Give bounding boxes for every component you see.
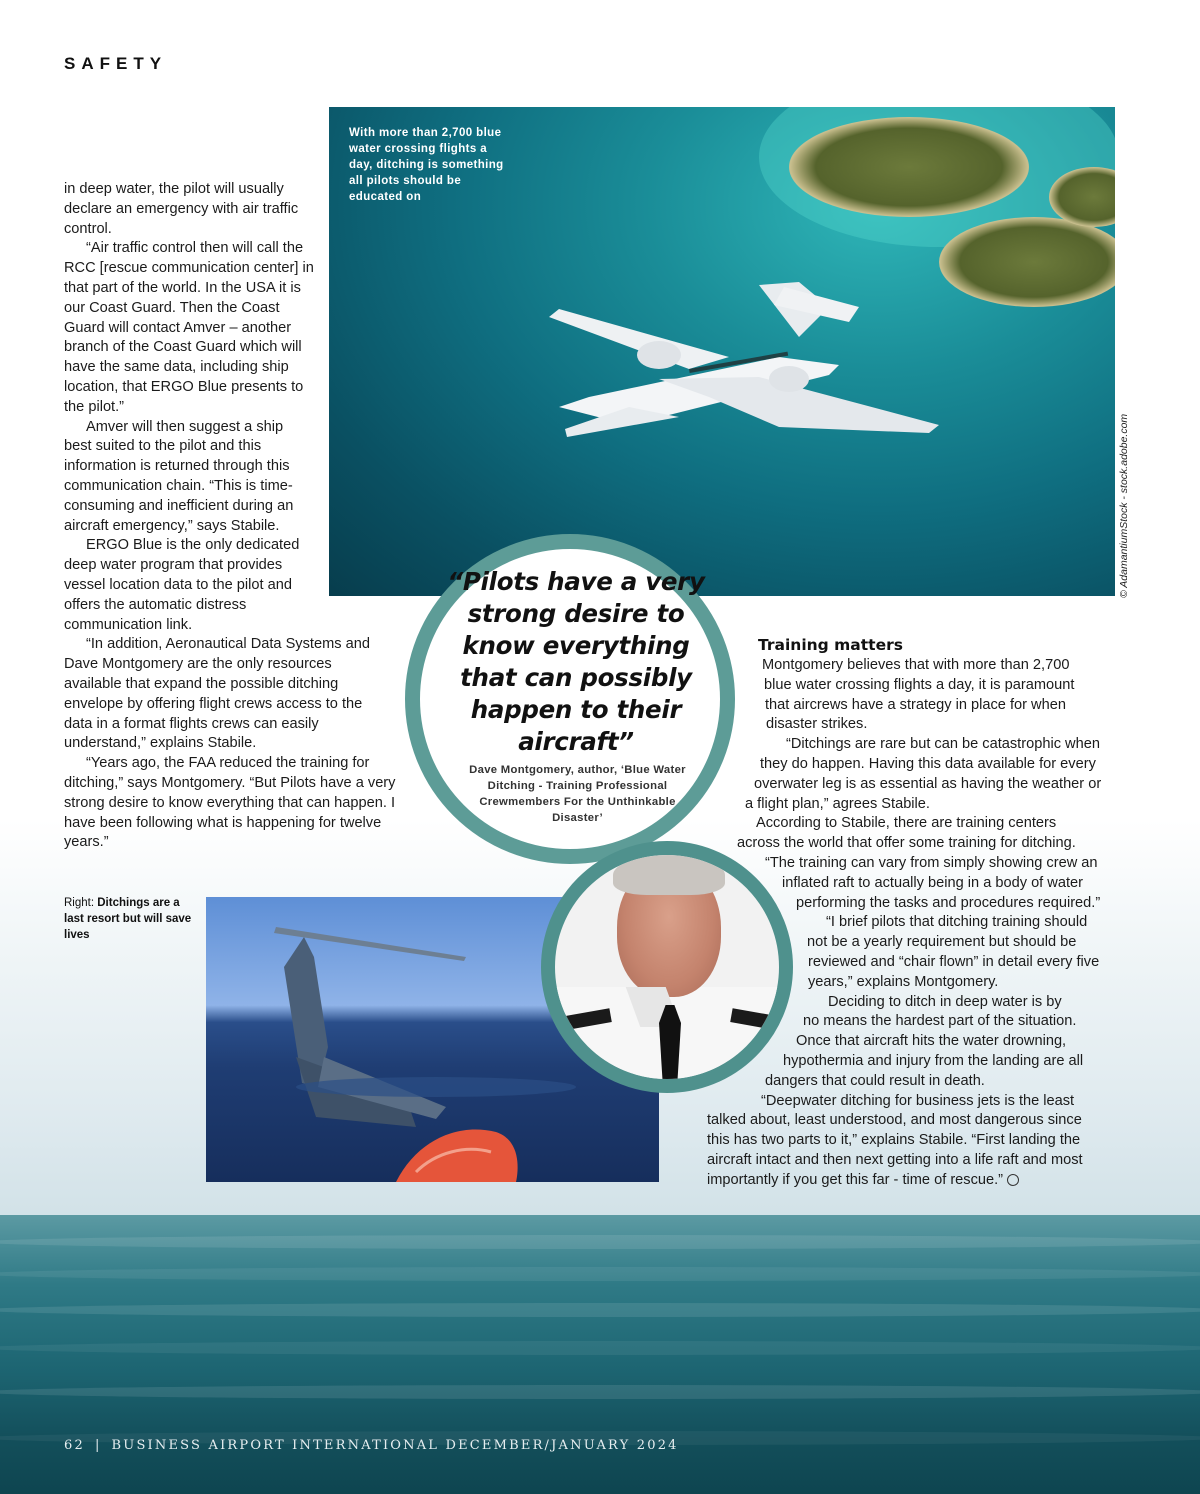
text-line: that aircrews have a strategy in place for when (765, 696, 1066, 713)
paragraph: “In addition, Aeronautical Data Systems and Dave Montgomery are the only resources available that expand the possible ditching envelope by offering flight crews access to the data in a format flights crews can easily understand,” explains Stabile. (64, 636, 370, 752)
photo-caption: With more than 2,700 blue water crossing flights a day, ditching is something all pilots should be educated on (349, 127, 504, 203)
text-line: inflated raft to actually being in a body of water (782, 874, 1083, 891)
photo-caption-lower (64, 895, 194, 943)
text-line: Deciding to ditch in deep water is by (828, 993, 1062, 1010)
text-line: overwater leg is as essential as having the weather or (754, 775, 1102, 792)
text-line: they do happen. Having this data available for every (760, 755, 1096, 772)
page-footer (64, 1438, 679, 1453)
paragraph: in deep water, the pilot will usually declare an emergency with air traffic control. (64, 181, 299, 237)
text-line: According to Stabile, there are training centers (756, 815, 1057, 832)
text-line: years,” explains Montgomery. (808, 973, 999, 990)
footer-separator: | (94, 1438, 102, 1453)
page-number: 62 (64, 1438, 85, 1453)
text-line: Once that aircraft hits the water drowning, (796, 1033, 1067, 1050)
paragraph: “Air traffic control then will call the RCC [rescue communication center] in that part of the world. In the USA it is our Coast Guard. Then the Coast Guard will contact Amver – another branch of the Coast Guard which will have the same data, including ship location, that ERGO Blue presents to the pilot.” (64, 240, 314, 415)
paragraph: Amver will then suggest a ship best suited to the pilot and this information is returned through this communication chain. “This is time-consuming and inefficient during an aircraft emergency,” says Stabile. (64, 418, 294, 534)
text-line-last (707, 1171, 1120, 1191)
subheading: Training matters (758, 636, 903, 654)
paragraph: ERGO Blue is the only dedicated deep water program that provides vessel location data to the pilot and offers the automatic distress communication link. (64, 537, 300, 633)
text-line: disaster strikes. (766, 716, 868, 733)
article-column-left (64, 180, 414, 853)
text-line: performing the tasks and procedures required.” (796, 894, 1101, 911)
author-portrait (541, 841, 793, 1093)
pull-quote-attribution: Dave Montgomery, author, ‘Blue Water Ditching - Training Professional Crewmembers For the Unthinkable Disaster’ (469, 764, 686, 824)
caption-prefix: Right: (64, 897, 98, 909)
text-line: dangers that could result in death. (765, 1072, 985, 1089)
text-line: Montgomery believes that with more than 2,700 (762, 657, 1070, 673)
text-line: “I brief pilots that ditching training should (826, 914, 1088, 931)
text-line: “Ditchings are rare but can be catastrophic when (786, 736, 1100, 753)
text-line: hypothermia and injury from the landing are all (783, 1052, 1084, 1069)
publication-name: BUSINESS AIRPORT INTERNATIONAL DECEMBER/JANUARY 2024 (111, 1438, 679, 1453)
text-line: this has two parts to it,” explains Stabile. “First landing the (707, 1132, 1081, 1149)
text-line: a flight plan,” agrees Stabile. (745, 795, 930, 812)
text-line: not be a yearly requirement but should be (807, 934, 1077, 951)
paragraph: “Years ago, the FAA reduced the training for ditching,” says Montgomery. “But Pilots have a very strong desire to know everything that can happen. I have been following what is happening for twelve years.” (64, 755, 396, 851)
text-line: “The training can vary from simply showing crew an (765, 854, 1098, 871)
text-line: “Deepwater ditching for business jets is the least (761, 1092, 1075, 1109)
text-line: talked about, least understood, and most dangerous since (707, 1112, 1082, 1129)
text-line: blue water crossing flights a day, it is paramount (764, 676, 1075, 693)
pull-quote: “Pilots have a very strong desire to know everything that can possibly happen to their aircraft” (447, 567, 705, 756)
section-label: SAFETY (64, 54, 168, 73)
text-line: reviewed and “chair flown” in detail every five (808, 953, 1100, 970)
text-line: aircraft intact and then next getting into a life raft and most (707, 1151, 1083, 1168)
caption-text: Ditchings are a last resort but will save lives (64, 897, 192, 941)
end-mark-icon (1007, 1174, 1019, 1186)
text-line: across the world that offer some training for ditching. (737, 835, 1076, 852)
text-line: no means the hardest part of the situation. (803, 1013, 1077, 1030)
photo-credit: © AdamantiumStock - stock.adobe.com (1118, 413, 1130, 598)
text-line: importantly if you get this far - time of rescue.” (707, 1171, 1004, 1188)
